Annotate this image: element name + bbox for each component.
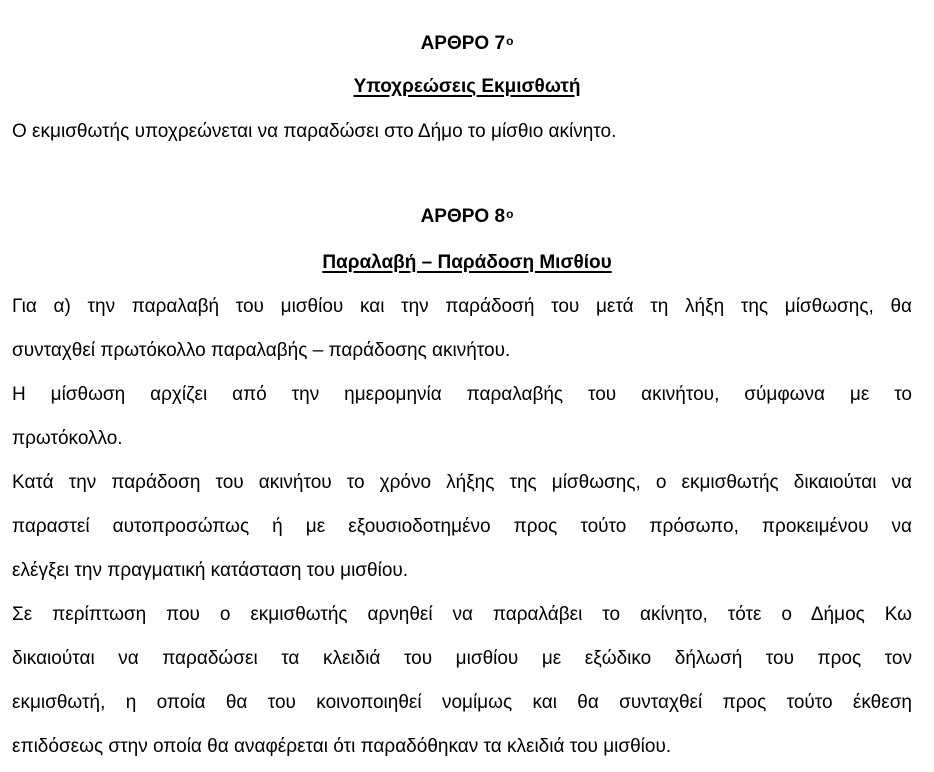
article-7-title: Υποχρεώσεις Εκμισθωτή: [353, 76, 581, 97]
article-7-paragraph: [12, 110, 912, 154]
article-8-p4-line-3: εκμισθωτή, η οποία θα του κοινοποιηθεί νομίμως και θα συνταχθεί προς τούτο έκθεση: [12, 692, 912, 713]
article-7-heading-sup: ο: [506, 34, 514, 48]
article-7-heading-text: ΑΡΘΡΟ 7: [420, 33, 506, 54]
article-8-p4-line-4: επιδόσεως στην οποία θα αναφέρεται ότι παραδόθηκαν τα κλειδιά του μισθίου.: [12, 736, 672, 757]
article-7-line-1: Ο εκμισθωτής υποχρεώνεται να παραδώσει στο Δήμο το μίσθιο ακίνητο.: [12, 121, 617, 142]
article-8-heading-text: ΑΡΘΡΟ 8: [420, 206, 506, 227]
article-8-p4-line-2: δικαιούται να παραδώσει τα κλειδιά του μισθίου με εξώδικο δήλωσή του προς τον: [12, 648, 912, 669]
article-8-paragraph-1: [12, 285, 912, 373]
article-8-heading: [0, 205, 934, 229]
article-8-p1-line-2: συνταχθεί πρωτόκολλο παραλαβής – παράδοσης ακινήτου.: [12, 340, 511, 361]
article-8-p1-line-1: Για α) την παραλαβή του μισθίου και την παράδοσή του μετά τη λήξη της μίσθωσης, θα: [12, 296, 912, 317]
article-8-heading-sup: ο: [506, 207, 514, 221]
article-8-p2-line-1: Η μίσθωση αρχίζει από την ημερομηνία παραλαβής του ακινήτου, σύμφωνα με το: [12, 384, 912, 405]
article-8-paragraph-2: [12, 373, 912, 461]
article-7-heading: [0, 32, 934, 56]
article-8-p3-line-3: ελέγξει την πραγματική κατάσταση του μισθίου.: [12, 560, 409, 581]
article-8-p3-line-2: παραστεί αυτοπροσώπως ή με εξουσιοδοτημένο προς τούτο πρόσωπο, προκειμένου να: [12, 516, 912, 537]
article-8-p4-line-1: Σε περίπτωση που ο εκμισθωτής αρνηθεί να παραλάβει το ακίνητο, τότε ο Δήμος Κω: [12, 604, 912, 625]
article-8-p2-line-2: πρωτόκολλο.: [12, 428, 123, 449]
article-8-paragraph-4: [12, 593, 912, 769]
article-8-paragraph-3: [12, 461, 912, 593]
article-8-title: Παραλαβή – Παράδοση Μισθίου: [322, 252, 612, 273]
article-8-p3-line-1: Κατά την παράδοση του ακινήτου το χρόνο λήξης της μίσθωσης, ο εκμισθωτής δικαιούται να: [12, 472, 912, 493]
